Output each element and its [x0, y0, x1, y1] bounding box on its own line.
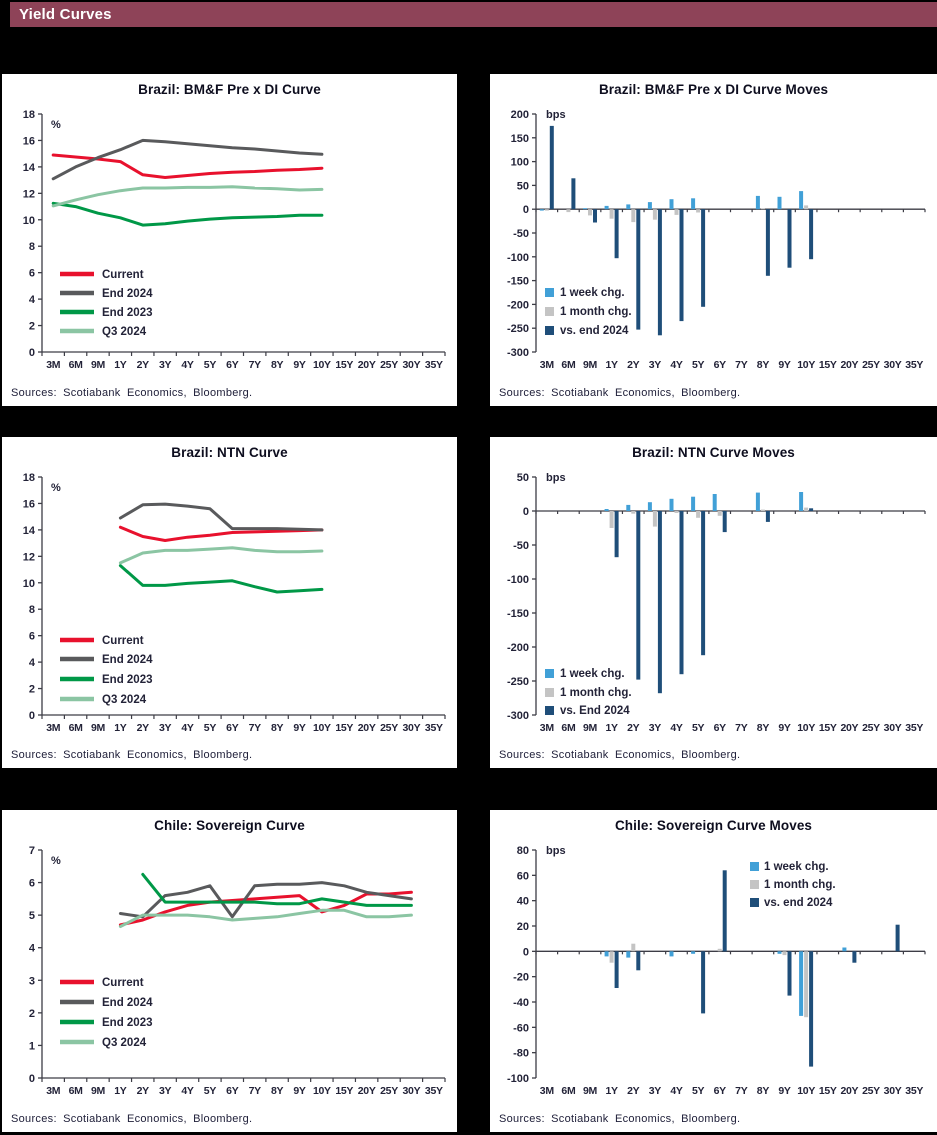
svg-text:%: %	[51, 482, 61, 494]
svg-text:200: 200	[510, 109, 529, 121]
svg-text:3Y: 3Y	[648, 359, 661, 371]
svg-text:3M: 3M	[46, 1085, 61, 1097]
svg-text:Current: Current	[102, 635, 144, 647]
svg-text:5Y: 5Y	[203, 1085, 217, 1097]
chile-sovereign-curve-moves-bar-chart	[490, 836, 937, 1098]
panel-chile-sovereign-curve-moves	[490, 810, 937, 1132]
svg-text:30Y: 30Y	[402, 359, 421, 371]
svg-text:40: 40	[516, 895, 529, 908]
svg-text:%: %	[51, 119, 61, 131]
svg-text:2Y: 2Y	[627, 722, 640, 734]
panel-chile-sovereign-curve	[2, 810, 457, 1132]
svg-text:4: 4	[28, 657, 35, 670]
svg-text:15Y: 15Y	[818, 722, 837, 734]
svg-text:9Y: 9Y	[778, 359, 791, 371]
svg-text:20Y: 20Y	[357, 722, 376, 734]
svg-text:3M: 3M	[539, 722, 554, 734]
sources-note: Sources: Scotiabank Economics, Bloomberg.	[11, 387, 253, 399]
svg-text:5Y: 5Y	[691, 359, 705, 371]
chart-title: Chile: Sovereign Curve	[154, 818, 305, 833]
svg-text:0: 0	[28, 1073, 35, 1085]
svg-text:-60: -60	[513, 1022, 529, 1035]
svg-text:8: 8	[28, 604, 35, 617]
svg-text:End 2023: End 2023	[102, 1017, 153, 1029]
svg-text:9M: 9M	[90, 359, 105, 371]
svg-text:4Y: 4Y	[670, 1085, 683, 1097]
svg-text:7Y: 7Y	[735, 1085, 748, 1097]
svg-text:14: 14	[22, 161, 35, 174]
svg-text:100: 100	[510, 156, 529, 169]
svg-text:vs. end 2024: vs. end 2024	[560, 325, 629, 337]
svg-text:6: 6	[28, 267, 35, 280]
svg-text:80: 80	[516, 845, 529, 857]
svg-text:9Y: 9Y	[778, 722, 791, 734]
svg-text:9Y: 9Y	[293, 722, 306, 734]
panel-brazil-ntn-curve-moves	[490, 437, 937, 768]
svg-text:1 week chg.: 1 week chg.	[560, 287, 625, 299]
svg-text:6M: 6M	[68, 1085, 83, 1097]
svg-text:vs. End 2024: vs. End 2024	[560, 705, 630, 717]
svg-text:9Y: 9Y	[778, 1085, 791, 1097]
svg-text:2: 2	[28, 683, 35, 696]
sources-note: Sources: Scotiabank Economics, Bloomberg.	[11, 1113, 253, 1125]
svg-text:20Y: 20Y	[840, 359, 859, 371]
svg-text:6M: 6M	[68, 722, 83, 734]
page-header-bar	[10, 2, 937, 27]
svg-text:8: 8	[28, 241, 35, 254]
svg-text:3M: 3M	[539, 1085, 554, 1097]
svg-text:7: 7	[28, 845, 35, 857]
svg-text:9M: 9M	[90, 1085, 105, 1097]
svg-text:20Y: 20Y	[840, 722, 859, 734]
svg-text:-80: -80	[513, 1047, 529, 1060]
page-title: Yield Curves	[19, 6, 112, 23]
svg-text:-50: -50	[513, 228, 529, 240]
svg-text:18: 18	[22, 472, 35, 484]
svg-text:35Y: 35Y	[424, 1085, 443, 1097]
svg-text:35Y: 35Y	[905, 1085, 924, 1097]
svg-text:9M: 9M	[583, 722, 598, 734]
svg-text:35Y: 35Y	[424, 359, 443, 371]
svg-text:7Y: 7Y	[735, 722, 748, 734]
svg-text:10Y: 10Y	[797, 722, 816, 734]
svg-text:30Y: 30Y	[883, 1085, 902, 1097]
svg-text:6M: 6M	[68, 359, 83, 371]
chart-title: Brazil: BM&F Pre x DI Curve	[138, 82, 321, 97]
svg-text:1 week chg.: 1 week chg.	[560, 668, 625, 680]
svg-text:6Y: 6Y	[226, 359, 239, 371]
svg-text:8Y: 8Y	[756, 722, 770, 734]
svg-text:2: 2	[28, 320, 35, 333]
svg-text:7Y: 7Y	[248, 1085, 261, 1097]
svg-text:10Y: 10Y	[797, 1085, 816, 1097]
svg-text:1 month chg.: 1 month chg.	[764, 879, 836, 891]
svg-text:3Y: 3Y	[648, 722, 661, 734]
svg-text:16: 16	[22, 135, 35, 148]
svg-text:50: 50	[516, 180, 529, 193]
svg-text:4Y: 4Y	[181, 722, 194, 734]
svg-text:4Y: 4Y	[670, 722, 683, 734]
svg-text:3Y: 3Y	[648, 1085, 661, 1097]
svg-text:bps: bps	[546, 472, 566, 484]
svg-text:1 week chg.: 1 week chg.	[764, 861, 829, 873]
svg-text:End 2023: End 2023	[102, 674, 153, 686]
chart-title: Brazil: NTN Curve Moves	[632, 445, 795, 460]
svg-text:8Y: 8Y	[270, 359, 284, 371]
svg-text:-300: -300	[506, 710, 529, 722]
chart-title: Brazil: NTN Curve	[171, 445, 288, 460]
svg-text:8Y: 8Y	[756, 359, 770, 371]
svg-text:6M: 6M	[561, 1085, 576, 1097]
svg-text:3Y: 3Y	[159, 1085, 172, 1097]
svg-text:30Y: 30Y	[402, 722, 421, 734]
svg-text:4Y: 4Y	[181, 1085, 194, 1097]
chile-sovereign-curve-line-chart	[2, 836, 457, 1098]
brazil-bmf-pre-di-curve-line-chart	[2, 100, 457, 372]
svg-text:10: 10	[22, 577, 35, 590]
svg-text:60: 60	[516, 870, 529, 883]
svg-text:Current: Current	[102, 269, 144, 281]
svg-text:6Y: 6Y	[226, 722, 239, 734]
svg-text:0: 0	[522, 506, 529, 518]
svg-text:5Y: 5Y	[691, 722, 705, 734]
svg-text:1 month chg.: 1 month chg.	[560, 687, 632, 699]
chart-title: Brazil: BM&F Pre x DI Curve Moves	[598, 82, 829, 97]
svg-text:1Y: 1Y	[114, 722, 127, 734]
svg-text:0: 0	[28, 710, 35, 722]
svg-text:End 2023: End 2023	[102, 307, 153, 319]
svg-text:-200: -200	[506, 642, 529, 654]
svg-text:20Y: 20Y	[357, 1085, 376, 1097]
svg-text:4Y: 4Y	[181, 359, 194, 371]
svg-text:15Y: 15Y	[335, 359, 354, 371]
panel-brazil-bmf-pre-di-curve-moves	[490, 74, 937, 406]
svg-text:End 2024: End 2024	[102, 654, 153, 666]
svg-text:Q3 2024: Q3 2024	[102, 694, 147, 706]
svg-text:9M: 9M	[90, 722, 105, 734]
svg-text:25Y: 25Y	[862, 1085, 880, 1097]
svg-text:10Y: 10Y	[312, 1085, 331, 1097]
svg-text:7Y: 7Y	[735, 359, 748, 371]
svg-text:4: 4	[28, 294, 35, 307]
svg-text:-50: -50	[513, 540, 529, 552]
svg-text:7Y: 7Y	[248, 359, 261, 371]
svg-text:-200: -200	[506, 299, 529, 312]
svg-text:50: 50	[516, 472, 529, 484]
brazil-ntn-curve-moves-bar-chart	[490, 463, 937, 735]
svg-text:-150: -150	[506, 608, 529, 620]
svg-text:20Y: 20Y	[357, 359, 376, 371]
svg-text:-300: -300	[506, 347, 529, 359]
svg-text:25Y: 25Y	[862, 359, 880, 371]
brazil-ntn-curve-line-chart	[2, 463, 457, 735]
svg-text:5Y: 5Y	[203, 722, 217, 734]
svg-text:3M: 3M	[46, 359, 61, 371]
sources-note: Sources: Scotiabank Economics, Bloomberg.	[499, 1113, 741, 1125]
svg-text:Current: Current	[102, 977, 144, 989]
svg-text:-40: -40	[513, 997, 529, 1009]
svg-text:4: 4	[28, 942, 35, 955]
svg-text:3Y: 3Y	[159, 359, 172, 371]
svg-text:20: 20	[516, 921, 529, 933]
svg-text:20Y: 20Y	[840, 1085, 859, 1097]
svg-text:%: %	[51, 855, 61, 867]
svg-text:30Y: 30Y	[883, 359, 902, 371]
svg-text:8Y: 8Y	[270, 1085, 284, 1097]
svg-text:25Y: 25Y	[380, 722, 398, 734]
svg-text:15Y: 15Y	[818, 1085, 837, 1097]
svg-text:9Y: 9Y	[293, 1085, 306, 1097]
svg-text:vs. end 2024: vs. end 2024	[764, 897, 833, 909]
svg-text:0: 0	[522, 204, 529, 217]
svg-text:End 2024: End 2024	[102, 288, 153, 300]
svg-text:2Y: 2Y	[627, 359, 640, 371]
svg-text:3Y: 3Y	[159, 722, 172, 734]
svg-text:12: 12	[22, 188, 35, 201]
svg-text:0: 0	[28, 347, 35, 359]
svg-text:6Y: 6Y	[713, 722, 726, 734]
svg-text:10: 10	[22, 214, 35, 227]
svg-text:8Y: 8Y	[756, 1085, 770, 1097]
svg-text:30Y: 30Y	[402, 1085, 421, 1097]
svg-text:6Y: 6Y	[226, 1085, 239, 1097]
svg-text:1Y: 1Y	[605, 359, 618, 371]
svg-text:4Y: 4Y	[670, 359, 683, 371]
svg-text:-100: -100	[506, 251, 529, 264]
chart-title: Chile: Sovereign Curve Moves	[614, 818, 813, 833]
svg-text:9M: 9M	[583, 1085, 598, 1097]
svg-text:25Y: 25Y	[862, 722, 880, 734]
svg-text:6: 6	[28, 630, 35, 643]
svg-text:3M: 3M	[539, 359, 554, 371]
svg-text:bps: bps	[546, 845, 566, 857]
svg-text:-250: -250	[506, 323, 529, 336]
svg-text:1Y: 1Y	[114, 1085, 127, 1097]
sources-note: Sources: Scotiabank Economics, Bloomberg.	[499, 387, 741, 399]
svg-text:35Y: 35Y	[424, 722, 443, 734]
svg-text:9Y: 9Y	[293, 359, 306, 371]
svg-text:-100: -100	[506, 574, 529, 586]
svg-text:25Y: 25Y	[380, 1085, 398, 1097]
svg-text:35Y: 35Y	[905, 359, 924, 371]
svg-text:16: 16	[22, 498, 35, 511]
svg-text:1Y: 1Y	[605, 722, 618, 734]
svg-text:5Y: 5Y	[203, 359, 217, 371]
svg-text:9M: 9M	[583, 359, 598, 371]
svg-text:10Y: 10Y	[312, 722, 331, 734]
svg-text:6Y: 6Y	[713, 1085, 726, 1097]
svg-text:0: 0	[522, 946, 529, 959]
panel-brazil-bmf-pre-di-curve	[2, 74, 457, 406]
svg-text:2Y: 2Y	[136, 1085, 149, 1097]
svg-text:1 month chg.: 1 month chg.	[560, 306, 632, 318]
svg-text:End 2024: End 2024	[102, 997, 153, 1009]
svg-text:-150: -150	[506, 275, 529, 288]
svg-text:10Y: 10Y	[312, 359, 331, 371]
svg-text:5Y: 5Y	[691, 1085, 705, 1097]
svg-text:25Y: 25Y	[380, 359, 398, 371]
svg-text:-100: -100	[506, 1073, 529, 1085]
svg-text:150: 150	[510, 132, 529, 145]
svg-text:12: 12	[22, 551, 35, 564]
svg-text:8Y: 8Y	[270, 722, 284, 734]
svg-text:3: 3	[28, 975, 35, 988]
svg-text:15Y: 15Y	[335, 722, 354, 734]
svg-text:6M: 6M	[561, 722, 576, 734]
svg-text:2: 2	[28, 1007, 35, 1020]
brazil-bmf-pre-di-curve-moves-bar-chart	[490, 100, 937, 372]
svg-text:bps: bps	[546, 109, 566, 121]
svg-text:2Y: 2Y	[136, 359, 149, 371]
panel-brazil-ntn-curve	[2, 437, 457, 768]
sources-note: Sources: Scotiabank Economics, Bloomberg.	[11, 749, 253, 761]
svg-text:6: 6	[28, 877, 35, 890]
svg-text:1Y: 1Y	[605, 1085, 618, 1097]
svg-text:Q3 2024: Q3 2024	[102, 326, 147, 338]
svg-text:10Y: 10Y	[797, 359, 816, 371]
svg-text:15Y: 15Y	[818, 359, 837, 371]
sources-note: Sources: Scotiabank Economics, Bloomberg.	[499, 749, 741, 761]
svg-text:3M: 3M	[46, 722, 61, 734]
svg-text:6M: 6M	[561, 359, 576, 371]
svg-text:1: 1	[28, 1040, 35, 1053]
svg-text:Q3 2024: Q3 2024	[102, 1037, 147, 1049]
svg-text:15Y: 15Y	[335, 1085, 354, 1097]
svg-text:-20: -20	[513, 971, 529, 984]
svg-text:6Y: 6Y	[713, 359, 726, 371]
svg-text:2Y: 2Y	[627, 1085, 640, 1097]
svg-text:1Y: 1Y	[114, 359, 127, 371]
svg-text:18: 18	[22, 109, 35, 121]
svg-text:30Y: 30Y	[883, 722, 902, 734]
svg-text:5: 5	[28, 910, 35, 923]
svg-text:35Y: 35Y	[905, 722, 924, 734]
svg-text:2Y: 2Y	[136, 722, 149, 734]
svg-text:7Y: 7Y	[248, 722, 261, 734]
svg-text:-250: -250	[506, 676, 529, 688]
svg-text:14: 14	[22, 524, 35, 537]
